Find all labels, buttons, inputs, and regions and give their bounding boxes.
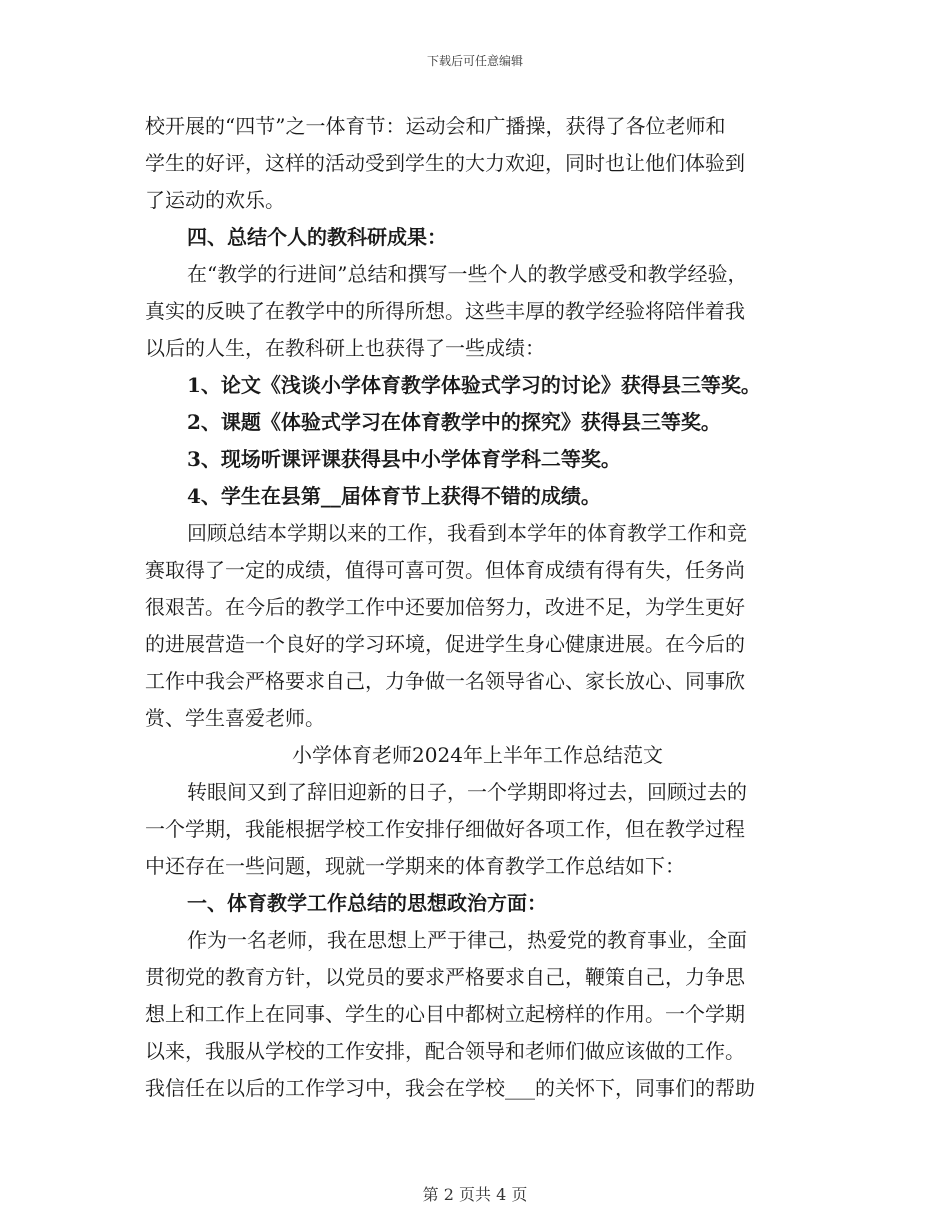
body-text-line: 学生的好评，这样的活动受到学生的大力欢迎，同时也让他们体验到	[145, 151, 745, 175]
body-text-line: 赏、学生喜爱老师。	[145, 706, 325, 730]
bold-heading-line: 1、论文《浅谈小学体育教学体验式学习的讨论》获得县三等奖。	[187, 373, 761, 397]
body-text-line: 一个学期，我能根据学校工作安排仔细做好各项工作，但在教学过程	[145, 817, 745, 841]
body-text-line: 回顾总结本学期以来的工作，我看到本学年的体育教学工作和竞	[187, 521, 747, 545]
section-title: 小学体育老师2024年上半年工作总结范文	[292, 743, 663, 767]
body-text-line: 贯彻党的教育方针，以党员的要求严格要求自己，鞭策自己，力争思	[145, 965, 745, 989]
document-body	[145, 108, 810, 1107]
page-header: 下载后可任意编辑	[426, 54, 523, 68]
body-text-line: 真实的反映了在教学中的所得所想。这些丰厚的教学经验将陪伴着我	[145, 299, 745, 323]
bold-heading-line: 一、体育教学工作总结的思想政治方面：	[187, 891, 547, 915]
body-text-line: 赛取得了一定的成绩，值得可喜可贺。但体育成绩有得有失，任务尚	[145, 558, 745, 582]
body-text-line: 很艰苦。在今后的教学工作中还要加倍努力，改进不足，为学生更好	[145, 595, 745, 619]
bold-heading-line: 4、学生在县第__届体育节上获得不错的成绩。	[187, 484, 601, 508]
body-text-line: 中还存在一些问题，现就一学期来的体育教学工作总结如下：	[145, 854, 685, 878]
bold-heading-line: 3、现场听课评课获得县中小学体育学科二等奖。	[187, 447, 621, 471]
body-text-line: 想上和工作上在同事、学生的心目中都树立起榜样的作用。一个学期	[145, 1002, 745, 1026]
body-text-line: 转眼间又到了辞旧迎新的日子，一个学期即将过去，回顾过去的	[187, 780, 747, 804]
body-text-line: 以后的人生，在教科研上也获得了一些成绩：	[145, 336, 545, 360]
body-text-line: 在“教学的行进间”总结和撰写一些个人的教学感受和教学经验，	[187, 262, 748, 286]
body-text-line: 工作中我会严格要求自己，力争做一名领导省心、家长放心、同事欣	[145, 669, 745, 693]
body-text-line: 校开展的“四节”之一体育节：运动会和广播操，获得了各位老师和	[145, 114, 726, 138]
page-footer: 第 2 页共 4 页	[422, 1185, 528, 1204]
bold-heading-line: 2、课题《体验式学习在体育教学中的探究》获得县三等奖。	[187, 410, 721, 434]
body-text-line: 我信任在以后的工作学习中，我会在学校___的关怀下，同事们的帮助	[145, 1076, 755, 1100]
bold-heading-line: 四、总结个人的教科研成果：	[187, 225, 447, 249]
body-text-line: 以来，我服从学校的工作安排，配合领导和老师们做应该做的工作。	[145, 1039, 745, 1063]
body-text-line: 作为一名老师，我在思想上严于律己，热爱党的教育事业，全面	[187, 928, 747, 952]
body-text-line: 的进展营造一个良好的学习环境，促进学生身心健康进展。在今后的	[145, 632, 745, 656]
body-text-line: 了运动的欢乐。	[145, 188, 285, 212]
